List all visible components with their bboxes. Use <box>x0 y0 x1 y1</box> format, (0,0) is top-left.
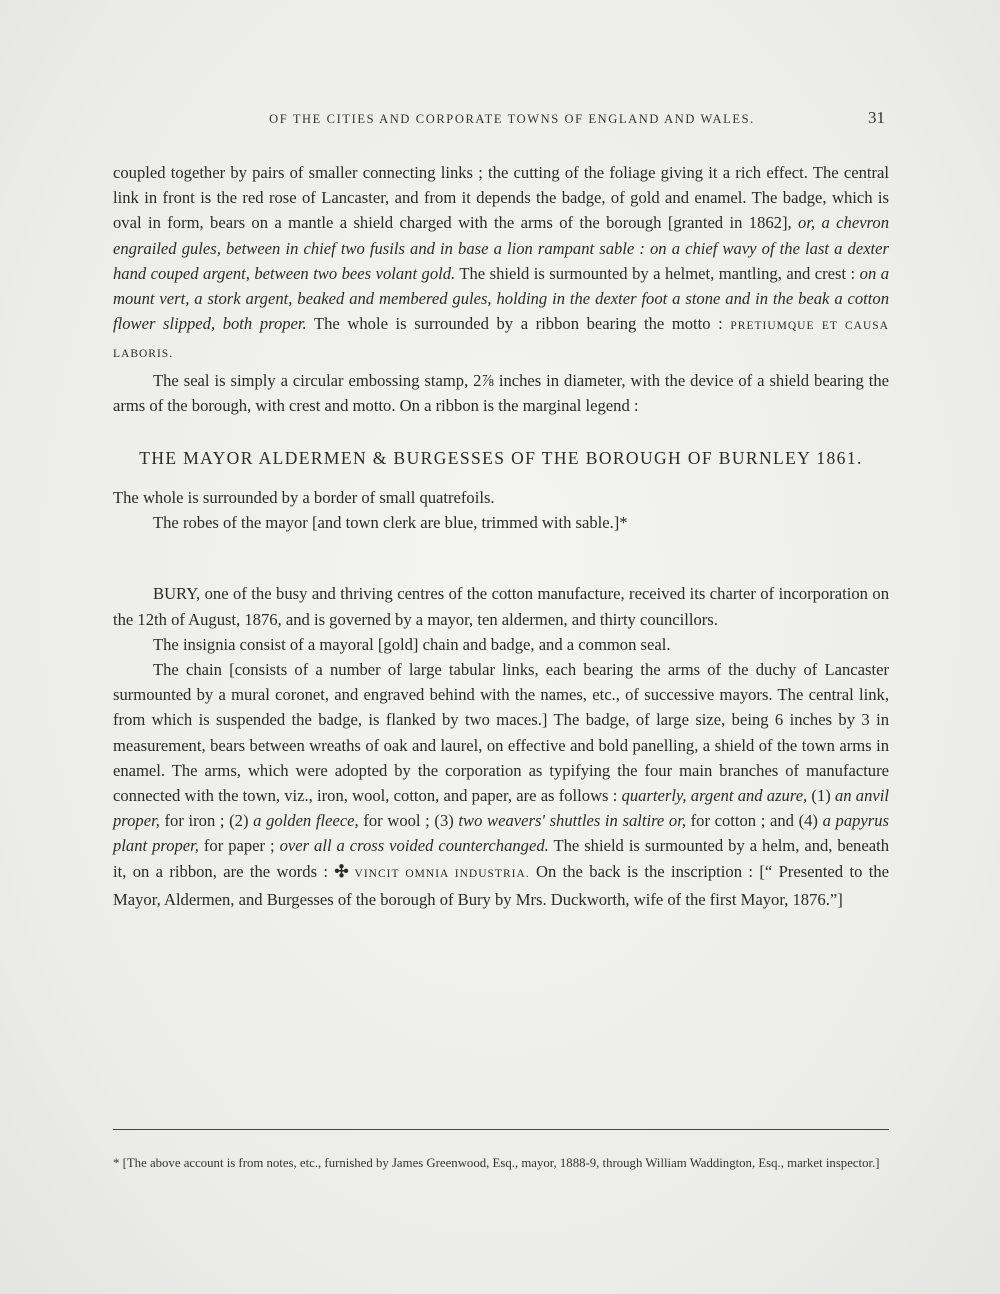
blazon: over all a cross voided counterchanged. <box>279 836 549 856</box>
burnley-paragraph-border: The whole is surrounded by a border of small quatrefoils. <box>113 488 495 508</box>
running-head: OF THE CITIES AND CORPORATE TOWNS OF ENGLAND AND WALES. <box>269 112 755 126</box>
section-gap <box>113 535 889 581</box>
cross-symbol: ✣ <box>334 861 349 881</box>
text-run: The shield is surmounted by a helmet, mantling, and crest : <box>455 263 860 283</box>
burnley-paragraph-chain <box>113 160 889 368</box>
blazon: a golden fleece, <box>253 811 359 831</box>
text-run: The whole is surrounded by a ribbon bearing the motto : <box>306 314 731 334</box>
text-run: for iron ; (2) <box>159 811 254 831</box>
main-text <box>113 160 889 912</box>
text-run: (1) <box>807 786 835 806</box>
footnote-rule <box>113 1129 889 1130</box>
text-run: The chain [consists of a number of large tabular links, each bearing the arms of the duchy of Lancaster surmounted by a mural coronet, and engraved behind with the names, etc., of successive mayors. The central link, from which is suspended the badge, is flanked by two maces.] The badge, of large size, being 6 inches by 3 in measurement, bears between wreaths of oak and laurel, on effective and bold panelling, a shield of the town arms in enamel. The arms, which were adopted by the corporation as typifying the four main branches of manufacture connected with the town, viz., iron, wool, cotton, and paper, are as follows : <box>113 660 889 806</box>
motto: PRETIUMQUE ET CAUSA LABORIS. <box>113 320 889 361</box>
text-run: for cotton ; and (4) <box>685 811 823 831</box>
text-run: for wool ; (3) <box>358 811 459 831</box>
burnley-paragraph-seal: The seal is simply a circular embossing stamp, 2⅞ inches in diameter, with the device of a shield bearing the arms of the borough, with crest and motto. On a ribbon is the marginal legend : <box>113 370 889 415</box>
seal-legend: THE MAYOR ALDERMEN & BURGESSES OF THE BOROUGH OF BURNLEY 1861. <box>139 448 863 469</box>
text-run: The shield is surmounted by a helm, and, beneath it, on a ribbon, are the words : <box>113 836 889 881</box>
blazon-arms: or, a chevron engrailed gules, between in chief two fusils and in base a lion rampant sable : on a chief wavy of the last a dexter hand couped argent, between two bees volant gold. <box>113 213 889 283</box>
burnley-paragraph-robes: The robes of the mayor [and town clerk are blue, trimmed with sable.]* <box>153 513 628 533</box>
text-run: On the back is the inscription : [“ Presented to the Mayor, Aldermen, and Burgesses of the borough of Bury by Mrs. Duckworth, wife of the first Mayor, 1876.”] <box>113 861 889 909</box>
motto: VINCIT OMNIA INDUSTRIA. <box>348 867 530 880</box>
bury-paragraph-insignia: The insignia consist of a mayoral [gold] chain and badge, and a common seal. <box>153 634 671 654</box>
blazon: a papyrus plant proper, <box>113 811 889 856</box>
text-run: for paper ; <box>198 836 280 856</box>
blazon: two weavers' shuttles in saltire or, <box>458 811 686 831</box>
text-run: coupled together by pairs of smaller connecting links ; the cutting of the foliage giving it a rich effect. The central link in front is the red rose of Lancaster, and from it depends the badge, of gold and enamel. The badge, which is oval in form, bears on a mantle a shield charged with the arms of the borough [granted in 1862], <box>113 163 889 233</box>
blazon-crest: on a mount vert, a stork argent, beaked and membered gules, holding in the dexter foot a stone and in the beak a cotton flower slipped, both proper. <box>113 263 889 334</box>
bury-paragraph-chain <box>113 657 889 912</box>
footnote: * [The above account is from notes, etc., furnished by James Greenwood, Esq., mayor, 1888-9, through William Waddington, Esq., market inspector.] <box>113 1156 880 1170</box>
bury-paragraph-intro: BURY, one of the busy and thriving centres of the cotton manufacture, received its charter of incorporation on the 12th of August, 1876, and is governed by a mayor, ten aldermen, and thirty councillors. <box>113 584 889 629</box>
page-number: 31 <box>868 108 885 127</box>
blazon: an anvil proper, <box>113 786 889 831</box>
blazon: quarterly, argent and azure, <box>621 786 808 806</box>
